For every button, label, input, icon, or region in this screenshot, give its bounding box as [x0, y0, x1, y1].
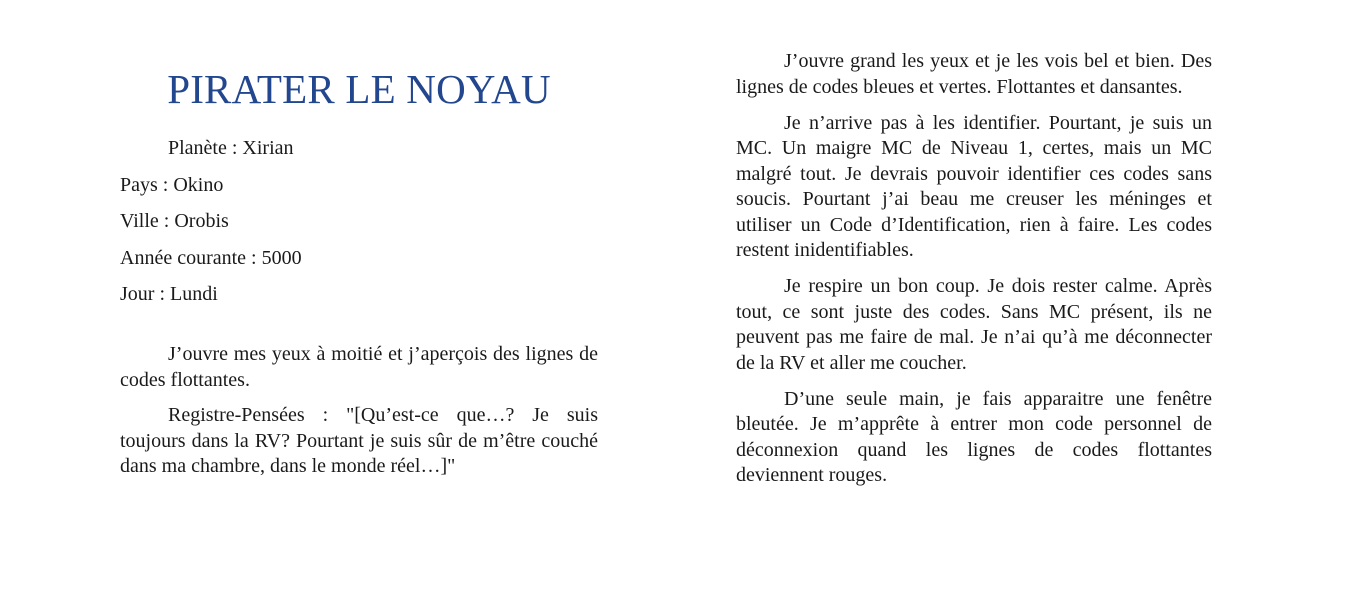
year-line: Année courante : 5000 [120, 246, 302, 269]
country-line: Pays : Okino [120, 173, 224, 196]
paragraph: Je respire un bon coup. Je dois rester calme. Après tout, ce sont juste des codes. Sans MC présent, ils ne peuvent pas me faire de mal. Je n’ai qu’à me déconnecter de la RV et aller me coucher. [736, 275, 1212, 374]
planet-line: Planète : Xirian [168, 137, 294, 159]
day-line: Jour : Lundi [120, 283, 218, 305]
paragraph: Je n’arrive pas à les identifier. Pourtant, je suis un MC. Un maigre MC de Niveau 1, certes, mais un MC malgré tout. Je devrais pouvoir identifier ces codes sans soucis. Pourtant j’ai beau me creuser les méninges et utiliser un Code d’Identification, rien à faire. Les codes restent inidentifiables. [736, 111, 1212, 261]
right-page-body [736, 49, 1212, 499]
chapter-title: PIRATER LE NOYAU [167, 66, 551, 112]
setting-info [120, 135, 598, 318]
paragraph: J’ouvre mes yeux à moitié et j’aperçois des lignes de codes flottantes. [120, 343, 598, 391]
paragraph: D’une seule main, je fais apparaitre une fenêtre bleutée. Je m’apprête à entrer mon code personnel de déconnexion quand les lignes de codes flottantes deviennent rouges. [736, 387, 1212, 486]
paragraph: Registre-Pensées : "[Qu’est-ce que…? Je suis toujours dans la RV? Pourtant je suis sûr de m’être couché dans ma chambre, dans le monde réel…]" [120, 404, 598, 477]
left-page-body [120, 342, 598, 490]
city-line: Ville : Orobis [120, 210, 229, 232]
paragraph: J’ouvre grand les yeux et je les vois bel et bien. Des lignes de codes bleues et vertes. Flottantes et dansantes. [736, 50, 1212, 98]
